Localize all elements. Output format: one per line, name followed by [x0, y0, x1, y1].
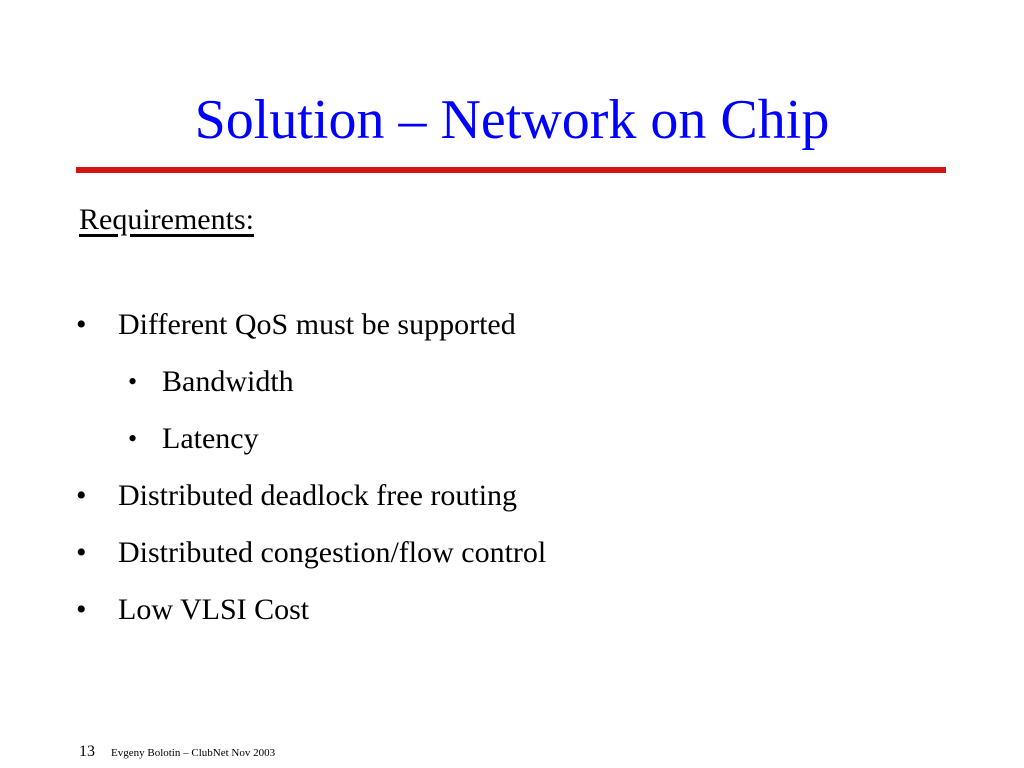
bullet-marker: • — [76, 479, 87, 512]
bullet-item — [76, 474, 518, 518]
bullet-text: Low VLSI Cost — [118, 593, 310, 626]
bullet-text: Distributed congestion/flow control — [118, 536, 547, 569]
bullet-item — [76, 303, 516, 347]
bullet-marker: • — [76, 593, 87, 626]
slide-title: Solution – Network on Chip — [194, 89, 830, 151]
requirements-heading: Requirements: — [79, 203, 254, 236]
slide-footer — [79, 742, 275, 762]
sub-bullet-item — [128, 360, 294, 404]
bullet-text: Bandwidth — [162, 365, 294, 398]
sub-bullet-item — [128, 417, 259, 461]
bullet-text: Different QoS must be supported — [118, 308, 516, 341]
bullet-marker: • — [76, 308, 87, 341]
footer-text: Evgeny Bolotin – ClubNet Nov 2003 — [111, 747, 276, 759]
bullet-marker: • — [128, 424, 138, 453]
bullet-text: Latency — [162, 422, 259, 455]
bullet-item — [76, 531, 547, 575]
bullet-marker: • — [76, 536, 87, 569]
bullet-text: Distributed deadlock free routing — [118, 479, 518, 512]
page-number: 13 — [79, 743, 95, 760]
bullet-item — [76, 588, 310, 632]
bullet-marker: • — [128, 367, 138, 396]
